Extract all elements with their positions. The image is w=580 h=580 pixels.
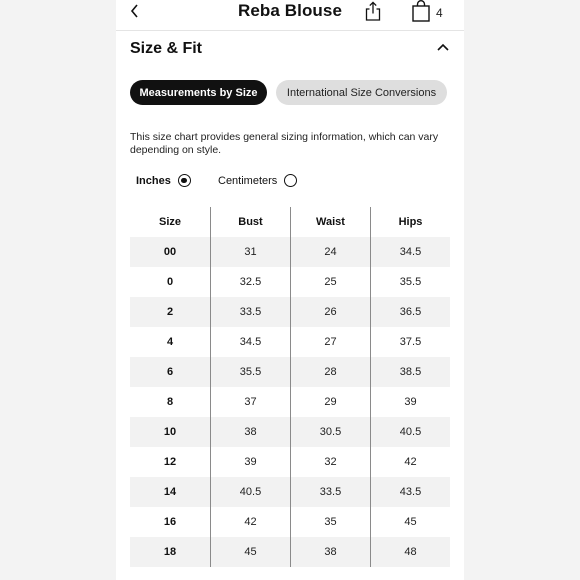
size-cell: 2: [166, 306, 174, 318]
bust-cell: 38: [210, 417, 290, 447]
bust-cell: 37: [210, 387, 290, 417]
tab-measurements-by-size[interactable]: Measurements by Size: [130, 80, 267, 105]
size-fit-sheet: [116, 0, 464, 580]
table-row: [130, 447, 450, 477]
column-header-hips: Hips: [370, 207, 450, 237]
tab-international-size-conversions[interactable]: International Size Conversions: [276, 80, 447, 105]
size-cell: 14: [163, 486, 177, 498]
bust-cell: 39: [210, 447, 290, 477]
size-cell: 4: [166, 336, 174, 348]
bust-cell: 33.5: [210, 297, 290, 327]
waist-cell: 26: [290, 297, 370, 327]
table-row: [130, 237, 450, 267]
hips-cell: 42: [370, 447, 450, 477]
table-header-row: [130, 207, 450, 237]
bust-cell: 31: [210, 237, 290, 267]
radio-selected-icon[interactable]: [178, 174, 191, 187]
size-cell: 10: [163, 426, 177, 438]
table-row: [130, 267, 450, 297]
bag-count-badge: 4: [436, 6, 443, 20]
bust-cell: 45: [210, 537, 290, 567]
column-header-size: Size: [158, 216, 181, 228]
hips-cell: 37.5: [370, 327, 450, 357]
size-cell: 12: [163, 456, 177, 468]
size-cell: 00: [163, 246, 177, 258]
top-bar: [116, 0, 464, 31]
table-row: [130, 537, 450, 567]
bust-cell: 32.5: [210, 267, 290, 297]
size-table: [130, 207, 450, 567]
column-header-bust: Bust: [210, 207, 290, 237]
waist-cell: 27: [290, 327, 370, 357]
hips-cell: 48: [370, 537, 450, 567]
unit-option-inches[interactable]: [136, 174, 191, 187]
waist-cell: 28: [290, 357, 370, 387]
waist-cell: 25: [290, 267, 370, 297]
column-header-waist: Waist: [290, 207, 370, 237]
table-row: [130, 357, 450, 387]
bust-cell: 42: [210, 507, 290, 537]
size-chart-description: This size chart provides general sizing information, which can vary depending on style.: [130, 131, 439, 156]
table-row: [130, 387, 450, 417]
table-row: [130, 477, 450, 507]
size-cell: 16: [163, 516, 177, 528]
share-icon[interactable]: [365, 1, 381, 21]
product-title: Reba Blouse: [237, 1, 343, 20]
bust-cell: 35.5: [210, 357, 290, 387]
unit-option-centimeters[interactable]: [218, 174, 297, 187]
table-row: [130, 507, 450, 537]
unit-label: Centimeters: [218, 174, 278, 187]
waist-cell: 24: [290, 237, 370, 267]
waist-cell: 33.5: [290, 477, 370, 507]
table-row: [130, 297, 450, 327]
hips-cell: 39: [370, 387, 450, 417]
hips-cell: 43.5: [370, 477, 450, 507]
waist-cell: 35: [290, 507, 370, 537]
hips-cell: 45: [370, 507, 450, 537]
shopping-bag-icon[interactable]: [412, 0, 430, 22]
waist-cell: 29: [290, 387, 370, 417]
waist-cell: 32: [290, 447, 370, 477]
bust-cell: 40.5: [210, 477, 290, 507]
waist-cell: 30.5: [290, 417, 370, 447]
bust-cell: 34.5: [210, 327, 290, 357]
section-title: Size & Fit: [130, 40, 203, 57]
chevron-up-icon[interactable]: [436, 42, 450, 52]
table-row: [130, 417, 450, 447]
waist-cell: 38: [290, 537, 370, 567]
hips-cell: 40.5: [370, 417, 450, 447]
size-cell: 6: [166, 366, 174, 378]
hips-cell: 38.5: [370, 357, 450, 387]
hips-cell: 35.5: [370, 267, 450, 297]
unit-label: Inches: [136, 174, 171, 187]
size-cell: 8: [166, 396, 174, 408]
radio-unselected-icon[interactable]: [284, 174, 297, 187]
size-cell: 0: [166, 276, 174, 288]
hips-cell: 36.5: [370, 297, 450, 327]
size-cell: 18: [163, 546, 177, 558]
table-row: [130, 327, 450, 357]
hips-cell: 34.5: [370, 237, 450, 267]
